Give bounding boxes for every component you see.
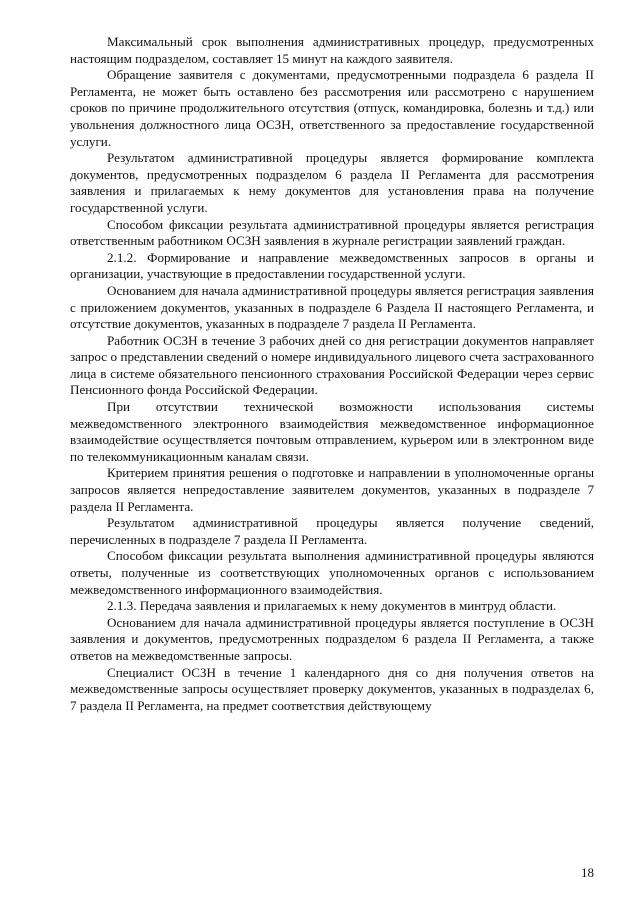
paragraph-specialist-check: Специалист ОСЗН в течение 1 календарного дня со дня получения ответов на межведомственные запросы осуществляет проверку документов, указанных в подразделах 6, 7 раздела II Регламента, на предмет соответствия действующему — [70, 664, 594, 713]
paragraph-max-term: Максимальный срок выполнения административных процедур, предусмотренных настоящим подразделом, составляет 15 минут на каждого заявителя. — [70, 34, 594, 66]
section-heading-2-1-3: 2.1.3. Передача заявления и прилагаемых к нему документов в минтруд области. — [107, 598, 557, 614]
paragraph-no-technical-possibility: При отсутствии технической возможности использования системы межведомственного электронного взаимодействия межведомственное информационное взаимодействие осуществляется почтовым отправлением, курьером или в электронном виде по телекоммуникационным каналам связи. — [70, 399, 594, 464]
page-number: 18 — [581, 865, 594, 880]
paragraph-result-fixation: Способом фиксации результата административной процедуры является регистрация ответственным работником ОСЗН заявления в журнале регистрации заявлений граждан. — [70, 216, 594, 249]
paragraph-fixation-answers: Способом фиксации результата выполнения административной процедуры являются ответы, полученные из соответствующих уполномоченных органов с использованием межведомственного информационного взаимодействия. — [70, 548, 594, 597]
paragraph-result-info: Результатом административной процедуры является получение сведений, перечисленных в подразделе 7 раздела II Регламента. — [70, 515, 594, 547]
paragraph-procedure-result: Результатом административной процедуры является формирование комплекта документов, предусмотренных подразделом 6 раздела II Регламента для рассмотрения заявления и прилагаемых к нему документов для установления права на получение государственной услуги. — [70, 150, 594, 215]
section-heading-2-1-2: 2.1.2. Формирование и направление межведомственных запросов в органы и организации, участвующие в предоставлении государственной услуги. — [70, 249, 594, 282]
paragraph-decision-criterion: Критерием принятия решения о подготовке и направлении в уполномоченные органы запросов является непредоставление заявителем документов, указанных в подразделе 7 раздела II Регламента. — [70, 465, 594, 514]
document-page — [70, 34, 594, 714]
paragraph-basis-transfer: Основанием для начала административной процедуры является поступление в ОСЗН заявления и документов, предусмотренных подразделом 6 раздела II Регламента, а также ответов на межведомственные запросы. — [70, 614, 594, 663]
paragraph-employee-request: Работник ОСЗН в течение 3 рабочих дней со дня регистрации документов направляет запрос о представлении сведений о номере индивидуального лицевого счета застрахованного лица в системе обязательного пенсионного страхования Российской Федерации через сервис Пенсионного фонда Российской Федерации. — [70, 332, 594, 398]
paragraph-basis-start: Основанием для начала административной процедуры является регистрация заявления с приложением документов, указанных в подразделе 6 Раздела II настоящего Регламента, и отсутствие документов, указанных в подразделе 7 раздела II Регламента. — [70, 282, 594, 332]
paragraph-appeal-handling: Обращение заявителя с документами, предусмотренными подраздела 6 раздела II Регламента, не может быть оставлено без рассмотрения или рассмотрено с нарушением сроков по причине продолжительного отсутствия (отпуск, командировка, болезнь и т.д.) или увольнения должностного лица ОСЗН, ответственного за предоставление государственной услуги. — [70, 67, 594, 149]
